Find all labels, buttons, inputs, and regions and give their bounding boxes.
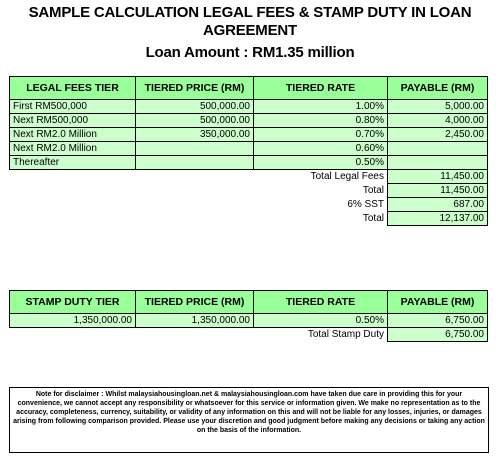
table-row	[10, 114, 488, 128]
summary-row-total	[10, 184, 488, 198]
summary-row-total-legal-fees	[10, 170, 488, 184]
page-title-line1: SAMPLE CALCULATION LEGAL FEES & STAMP DUTY IN LOAN	[28, 4, 472, 21]
header-stamp-duty-tier: STAMP DUTY TIER	[10, 291, 136, 314]
header-tiered-rate: TIERED RATE	[254, 77, 388, 100]
payable-cell: 2,450.00	[388, 128, 488, 142]
price-cell: 350,000.00	[136, 128, 254, 142]
summary-label: Total	[362, 212, 384, 224]
page-title-line2: AGREEMENT	[202, 22, 298, 39]
table-row	[10, 156, 488, 170]
price-cell	[136, 156, 254, 170]
tier-cell: Thereafter	[10, 156, 136, 170]
table-row	[10, 100, 488, 114]
stamp-duty-table	[9, 290, 488, 342]
rate-cell: 0.50%	[254, 314, 388, 328]
tier-cell: 1,350,000.00	[10, 314, 136, 328]
table-row	[10, 128, 488, 142]
stamp-duty-header-row	[10, 291, 488, 314]
tier-cell: First RM500,000	[10, 100, 136, 114]
header-tiered-price: TIERED PRICE (RM)	[136, 291, 254, 314]
header-legal-fees-tier: LEGAL FEES TIER	[10, 77, 136, 100]
summary-label: Total Stamp Duty	[307, 328, 384, 340]
header-tiered-price: TIERED PRICE (RM)	[136, 77, 254, 100]
loan-amount-heading: Loan Amount : RM1.35 million	[145, 44, 355, 61]
summary-row-total-stamp-duty	[10, 328, 488, 342]
summary-value: 11,450.00	[388, 184, 488, 198]
summary-label: 6% SST	[347, 198, 384, 210]
rate-cell: 0.50%	[254, 156, 388, 170]
payable-cell: 5,000.00	[388, 100, 488, 114]
summary-row-grand-total	[10, 212, 488, 226]
disclaimer-note: Note for disclaimer : Whilst malaysiahousingloan.net & malaysiahousingloan.com have taken due care in providing this for your convenience, we cannot accept any responsibility or whatsoever for this service or information given. We make no representation as to the accuracy, completeness, currency, suitability, or validity of any information on this and will not be liable for any losses, injuries, or damages arising from following comparison provided. Please use your discretion and good judgment before making any decisions or taking any action on the basis of the information.	[9, 387, 489, 453]
tier-cell: Next RM2.0 Million	[10, 142, 136, 156]
rate-cell: 0.80%	[254, 114, 388, 128]
header-payable: PAYABLE (RM)	[388, 77, 488, 100]
rate-cell: 0.60%	[254, 142, 388, 156]
summary-value: 11,450.00	[388, 170, 488, 184]
price-cell: 500,000.00	[136, 114, 254, 128]
summary-value: 12,137.00	[388, 212, 488, 226]
payable-cell	[388, 156, 488, 170]
payable-cell: 6,750.00	[388, 314, 488, 328]
summary-label: Total	[362, 184, 384, 196]
tier-cell: Next RM500,000	[10, 114, 136, 128]
payable-cell: 4,000.00	[388, 114, 488, 128]
header-payable: PAYABLE (RM)	[388, 291, 488, 314]
table-row	[10, 314, 488, 328]
summary-label: Total Legal Fees	[310, 170, 384, 182]
price-cell: 1,350,000.00	[136, 314, 254, 328]
legal-fees-table	[9, 76, 488, 226]
rate-cell: 1.00%	[254, 100, 388, 114]
table-row	[10, 142, 488, 156]
header-tiered-rate: TIERED RATE	[254, 291, 388, 314]
price-cell	[136, 142, 254, 156]
summary-row-sst	[10, 198, 488, 212]
tier-cell: Next RM2.0 Million	[10, 128, 136, 142]
payable-cell	[388, 142, 488, 156]
legal-fees-header-row	[10, 77, 488, 100]
summary-value: 687.00	[388, 198, 488, 212]
rate-cell: 0.70%	[254, 128, 388, 142]
summary-value: 6,750.00	[388, 328, 488, 342]
price-cell: 500,000.00	[136, 100, 254, 114]
